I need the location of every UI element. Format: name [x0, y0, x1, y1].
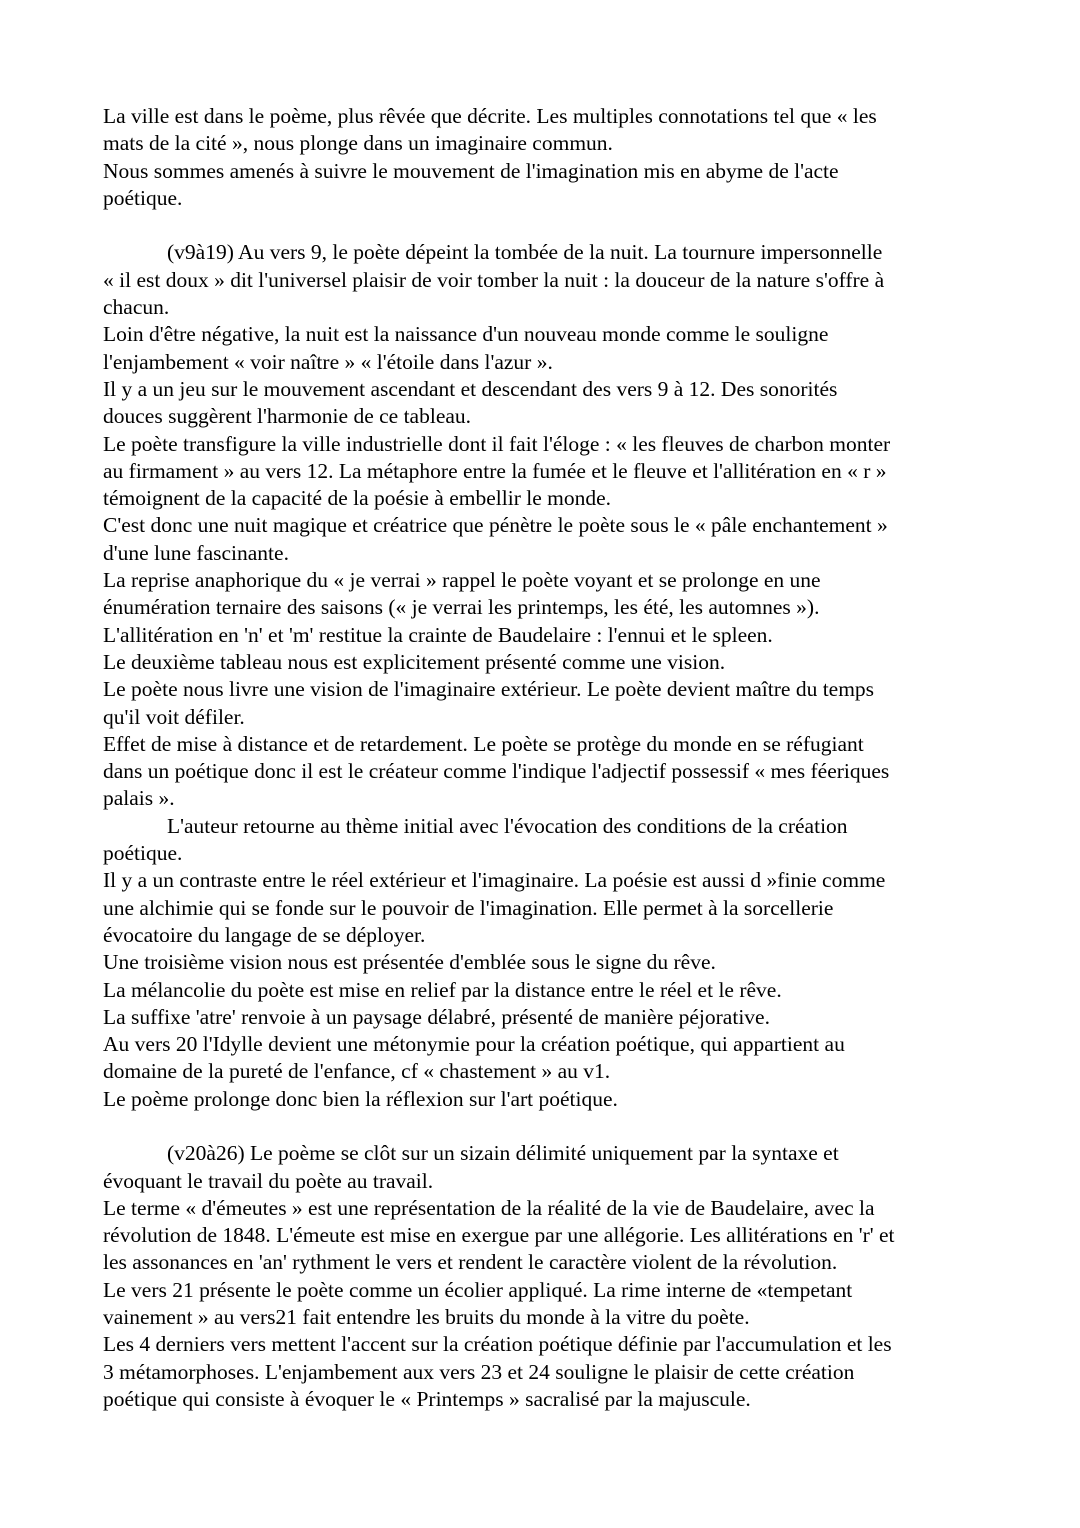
text-line: évoquant le travail du poète au travail. [103, 1168, 434, 1193]
text-line: La mélancolie du poète est mise en relief par la distance entre le réel et le rêve. [103, 977, 782, 1002]
text-line: vainement » au vers21 fait entendre les bruits du monde à la vitre du poète. [103, 1305, 750, 1330]
text-line: Il y a un jeu sur le mouvement ascendant et descendant des vers 9 à 12. Des sonorités [103, 376, 838, 401]
text-line: dans un poétique donc il est le créateur comme l'indique l'adjectif possessif « mes féeriques [103, 759, 890, 784]
text-line: Le poème prolonge donc bien la réflexion sur l'art poétique. [103, 1086, 618, 1111]
text-line: domaine de la pureté de l'enfance, cf « chastement » au v1. [103, 1059, 611, 1084]
text-line: Le terme « d'émeutes » est une représentation de la réalité de la vie de Baudelaire, avec la [103, 1195, 875, 1220]
text-line: les assonances en 'an' rythment le vers et rendent le caractère violent de la révolution. [103, 1250, 838, 1275]
text-line: La ville est dans le poème, plus rêvée que décrite. Les multiples connotations tel que « les [103, 104, 877, 128]
text-line: Le vers 21 présente le poète comme un écolier appliqué. La rime interne de «tempetant [103, 1277, 853, 1302]
document-page [103, 103, 983, 1413]
text-line: (v20à26) Le poème se clôt sur un sizain délimité uniquement par la syntaxe et [167, 1141, 839, 1166]
text-line: révolution de 1848. L'émeute est mise en exergue par une allégorie. Les allitérations en 'r' et [103, 1223, 895, 1248]
text-line: douces suggèrent l'harmonie de ce tableau. [103, 404, 472, 429]
text-line: L'allitération en 'n' et 'm' restitue la crainte de Baudelaire : l'ennui et le spleen. [103, 622, 773, 647]
text-line: La suffixe 'atre' renvoie à un paysage délabré, présenté de manière péjorative. [103, 1004, 770, 1029]
text-line: poétique. [103, 185, 183, 210]
text-line: palais ». [103, 786, 175, 811]
paragraph-gap [103, 1113, 983, 1140]
text-line: C'est donc une nuit magique et créatrice que pénètre le poète sous le « pâle enchantement » [103, 513, 888, 538]
text-line: énumération ternaire des saisons (« je verrai les printemps, les été, les automnes »). [103, 595, 820, 620]
text-line: Le deuxième tableau nous est explicitement présenté comme une vision. [103, 649, 726, 674]
text-line: mats de la cité », nous plonge dans un imaginaire commun. [103, 131, 613, 156]
text-line: 3 métamorphoses. L'enjambement aux vers 23 et 24 souligne le plaisir de cette création [103, 1359, 855, 1384]
text-line: l'enjambement « voir naître » « l'étoile dans l'azur ». [103, 349, 553, 374]
text-line: Le poète nous livre une vision de l'imaginaire extérieur. Le poète devient maître du temps [103, 677, 875, 702]
text-line: (v9à19) Au vers 9, le poète dépeint la tombée de la nuit. La tournure impersonnelle [167, 240, 883, 265]
text-line: poétique qui consiste à évoquer le « Printemps » sacralisé par la majuscule. [103, 1386, 751, 1411]
text-line: Il y a un contraste entre le réel extérieur et l'imaginaire. La poésie est aussi d »finie comme [103, 868, 886, 893]
text-line: au firmament » au vers 12. La métaphore entre la fumée et le fleuve et l'allitération en « r » [103, 458, 887, 483]
text-line: une alchimie qui se fonde sur le pouvoir de l'imagination. Elle permet à la sorcellerie [103, 895, 834, 920]
text-line: Le poète transfigure la ville industrielle dont il fait l'éloge : « les fleuves de charbon monter [103, 431, 891, 456]
paragraph-gap [103, 212, 983, 239]
text-line: Les 4 derniers vers mettent l'accent sur la création poétique définie par l'accumulation et les [103, 1332, 892, 1357]
text-line: « il est doux » dit l'universel plaisir de voir tomber la nuit : la douceur de la nature s'offre à [103, 267, 885, 292]
text-line: Au vers 20 l'Idylle devient une métonymie pour la création poétique, qui appartient au [103, 1032, 845, 1057]
text-line: Nous sommes amenés à suivre le mouvement de l'imagination mis en abyme de l'acte [103, 158, 839, 183]
text-line: témoignent de la capacité de la poésie à embellir le monde. [103, 486, 612, 511]
text-line: Effet de mise à distance et de retardement. Le poète se protège du monde en se réfugiant [103, 731, 864, 756]
text-line: chacun. [103, 295, 170, 320]
text-line: La reprise anaphorique du « je verrai » rappel le poète voyant et se prolonge en une [103, 568, 821, 593]
text-line: Loin d'être négative, la nuit est la naissance d'un nouveau monde comme le souligne [103, 322, 829, 347]
text-line: qu'il voit défiler. [103, 704, 245, 729]
text-line: Une troisième vision nous est présentée d'emblée sous le signe du rêve. [103, 950, 716, 975]
text-line: d'une lune fascinante. [103, 540, 289, 565]
text-line: poétique. [103, 841, 183, 866]
text-line: évocatoire du langage de se déployer. [103, 922, 426, 947]
text-line: L'auteur retourne au thème initial avec l'évocation des conditions de la création [167, 813, 848, 838]
